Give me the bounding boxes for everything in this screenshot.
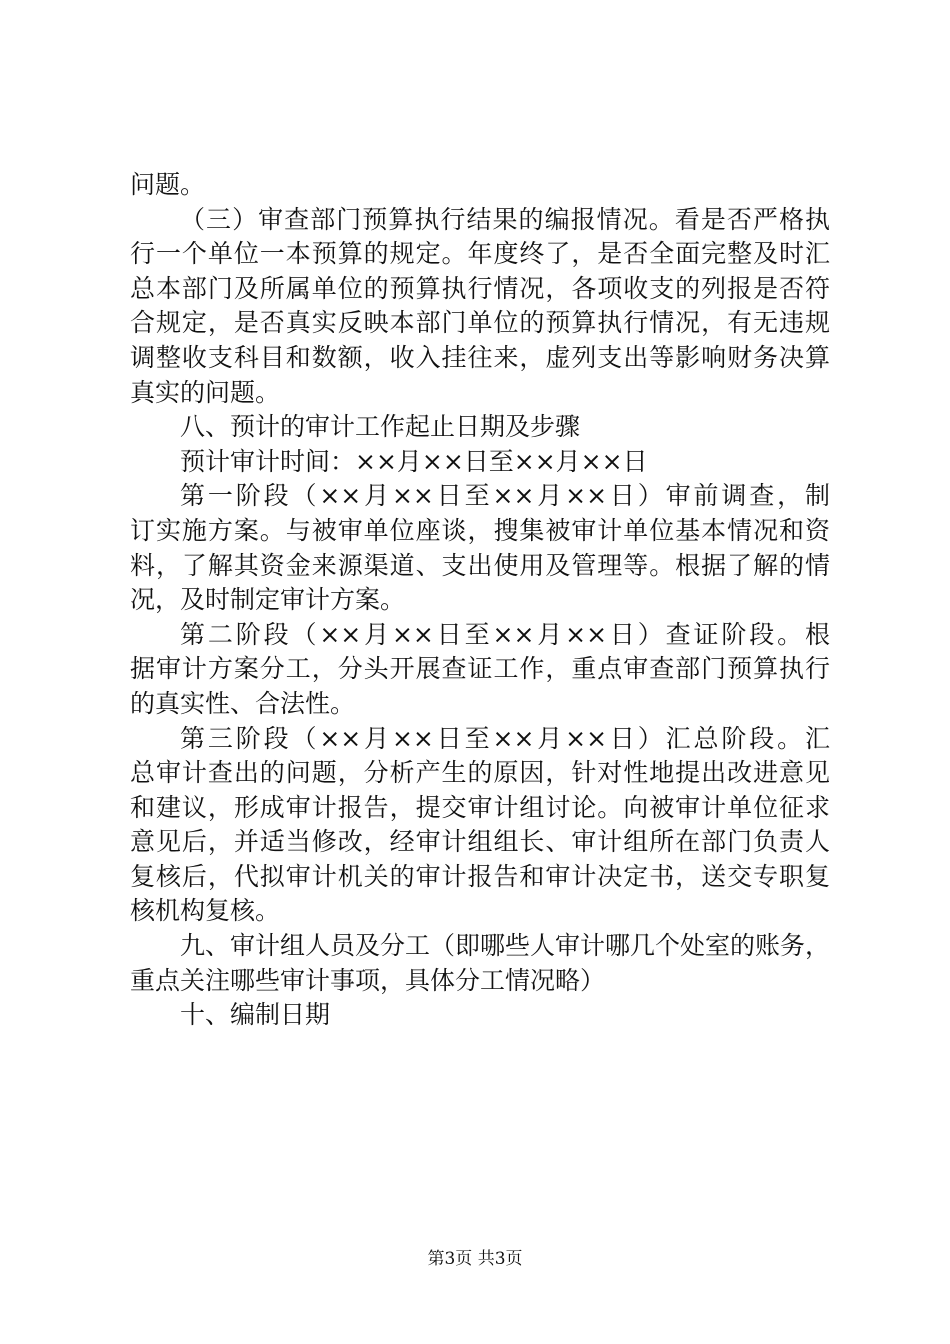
text-line: 据审计方案分工，分头开展查证工作，重点审查部门预算执行 [130, 654, 830, 684]
text-line: 第一阶段（××月××日至××月××日）审前调查，制 [180, 481, 830, 511]
text-line: 预计审计时间：××月××日至××月××日 [180, 446, 648, 476]
text-line: 总审计查出的问题，分析产生的原因，针对性地提出改进意见 [130, 758, 830, 788]
text-line: 问题。 [130, 170, 206, 199]
section-heading: 十、编制日期 [180, 1000, 331, 1030]
text-line: 料，了解其资金来源渠道、支出使用及管理等。根据了解的情 [130, 550, 830, 580]
text-line: 行一个单位一本预算的规定。年度终了，是否全面完整及时汇 [130, 239, 830, 269]
text-line: 调整收支科目和数额，收入挂往来，虚列支出等影响财务决算 [130, 342, 830, 372]
text-line: 订实施方案。与被审单位座谈，搜集被审计单位基本情况和资 [130, 515, 830, 545]
text-line: 第二阶段（××月××日至××月××日）查证阶段。根 [180, 619, 830, 649]
document-body [130, 168, 830, 1033]
section-heading: 九、审计组人员及分工（即哪些人审计哪几个处室的账务， [180, 931, 831, 961]
text-line: 第三阶段（××月××日至××月××日）汇总阶段。汇 [180, 723, 830, 753]
text-line: 真实的问题。 [130, 377, 281, 407]
text-line: 核机构复核。 [130, 896, 281, 926]
text-line: 重点关注哪些审计事项，具体分工情况略） [130, 965, 606, 995]
text-line: 和建议，形成审计报告，提交审计组讨论。向被审计单位征求 [130, 792, 830, 822]
text-line: 总本部门及所属单位的预算执行情况，各项收支的列报是否符 [130, 273, 830, 303]
text-line: 合规定，是否真实反映本部门单位的预算执行情况，有无违规 [130, 308, 830, 338]
section-heading: 八、预计的审计工作起止日期及步骤 [180, 412, 581, 442]
text-line: 的真实性、合法性。 [130, 688, 356, 718]
text-line: 复核后，代拟审计机关的审计报告和审计决定书，送交专职复 [130, 861, 830, 891]
text-line: （三）审查部门预算执行结果的编报情况。看是否严格执 [180, 204, 830, 234]
text-line: 况，及时制定审计方案。 [130, 585, 406, 615]
page-number-footer: 第3页 共3页 [427, 1249, 523, 1269]
text-line: 意见后，并适当修改，经审计组组长、审计组所在部门负责人 [130, 827, 830, 857]
